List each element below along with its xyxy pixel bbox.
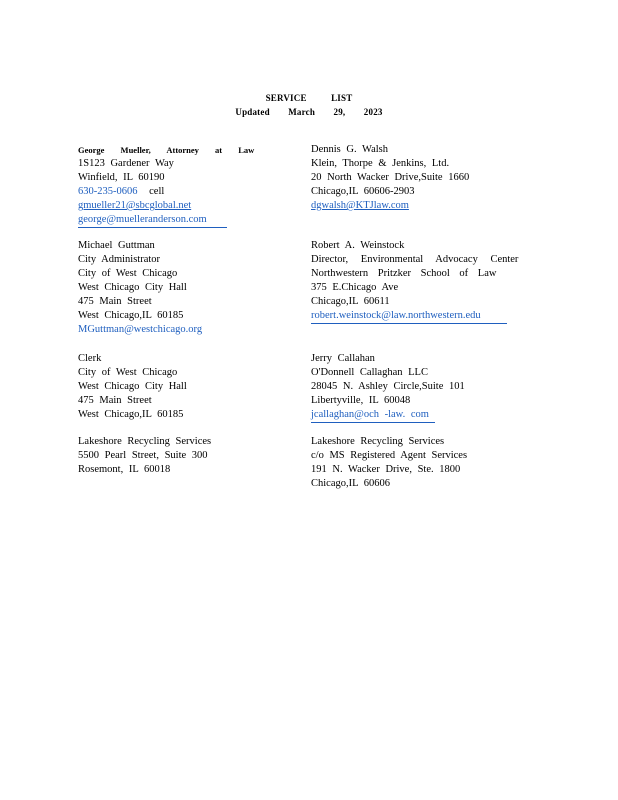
entry-city-line: Libertyville, IL 60048 <box>311 395 411 406</box>
entry-address-line: 191 N. Wacker Drive, Ste. 1800 <box>311 464 461 475</box>
entry-address-line: 20 North Wacker Drive,Suite 1660 <box>311 172 470 183</box>
entry-address-line: 28045 N. Ashley Circle,Suite 101 <box>311 381 465 392</box>
service-entry-clerk <box>78 352 187 422</box>
entry-address-line: 475 Main Street <box>78 296 152 307</box>
service-entry-walsh <box>311 143 469 213</box>
entry-building: West Chicago City Hall <box>78 381 187 392</box>
service-entry-weinstock <box>311 239 518 324</box>
email-link[interactable]: robert.weinstock@law.northwestern.edu <box>311 309 518 324</box>
phone-type: cell <box>149 186 165 197</box>
service-entry-mueller <box>78 143 254 228</box>
email-link[interactable]: gmueller21@sbcglobal.net <box>78 200 192 211</box>
entry-org: City of West Chicago <box>78 367 178 378</box>
entry-name: Michael Guttman <box>78 240 155 251</box>
entry-name: Dennis G. Walsh <box>311 144 388 155</box>
entry-name: Jerry Callahan <box>311 353 375 364</box>
entry-city-line: Chicago,IL 60606-2903 <box>311 186 415 197</box>
entry-city-line: Chicago,IL 60611 <box>311 296 390 307</box>
entry-city-line: Winfield, IL 60190 <box>78 172 165 183</box>
entry-org: Northwestern Pritzker School of Law <box>311 268 497 279</box>
entry-name: Lakeshore Recycling Services <box>311 436 445 447</box>
entry-name: Clerk <box>78 353 102 364</box>
entry-firm: Klein, Thorpe & Jenkins, Ltd. <box>311 158 450 169</box>
service-entry-lakeshore-agent <box>311 435 467 491</box>
entry-address-line: 5500 Pearl Street, Suite 300 <box>78 450 208 461</box>
entry-title: Director, Environmental Advocacy Center <box>311 254 519 265</box>
phone-link[interactable]: 630-235-0606 <box>78 186 138 197</box>
entry-name: Lakeshore Recycling Services <box>78 436 212 447</box>
entry-city-line: Chicago,IL 60606 <box>311 478 391 489</box>
entry-city-line: West Chicago,IL 60185 <box>78 310 184 321</box>
entry-org: City of West Chicago <box>78 268 178 279</box>
updated-date: Updated March 29, 2023 <box>235 107 383 117</box>
service-entry-lakeshore-rosemont <box>78 435 211 477</box>
entry-address-line: 1S123 Gardener Way <box>78 158 174 169</box>
entry-address-line: 475 Main Street <box>78 395 152 406</box>
entry-city-line: West Chicago,IL 60185 <box>78 409 184 420</box>
service-entry-guttman <box>78 239 202 337</box>
email-link[interactable]: george@muelleranderson.com <box>78 213 254 228</box>
email-link[interactable]: jcallaghan@och -law. com <box>311 408 465 423</box>
email-link[interactable]: MGuttman@westchicago.org <box>78 324 203 335</box>
entry-address-line: 375 E.Chicago Ave <box>311 282 399 293</box>
entry-building: West Chicago City Hall <box>78 282 187 293</box>
service-entry-callahan <box>311 352 465 423</box>
entry-city-line: Rosemont, IL 60018 <box>78 464 171 475</box>
email-link[interactable]: dgwalsh@KTJlaw.com <box>311 200 409 211</box>
entry-name: George Mueller, Attorney at Law <box>78 145 255 155</box>
entry-title: City Administrator <box>78 254 161 265</box>
entry-agent: c/o MS Registered Agent Services <box>311 450 468 461</box>
entry-phone-line <box>78 185 254 199</box>
entry-firm: O'Donnell Callaghan LLC <box>311 367 428 378</box>
entry-name: Robert A. Weinstock <box>311 240 405 251</box>
document-title: SERVICE LIST <box>265 93 353 103</box>
